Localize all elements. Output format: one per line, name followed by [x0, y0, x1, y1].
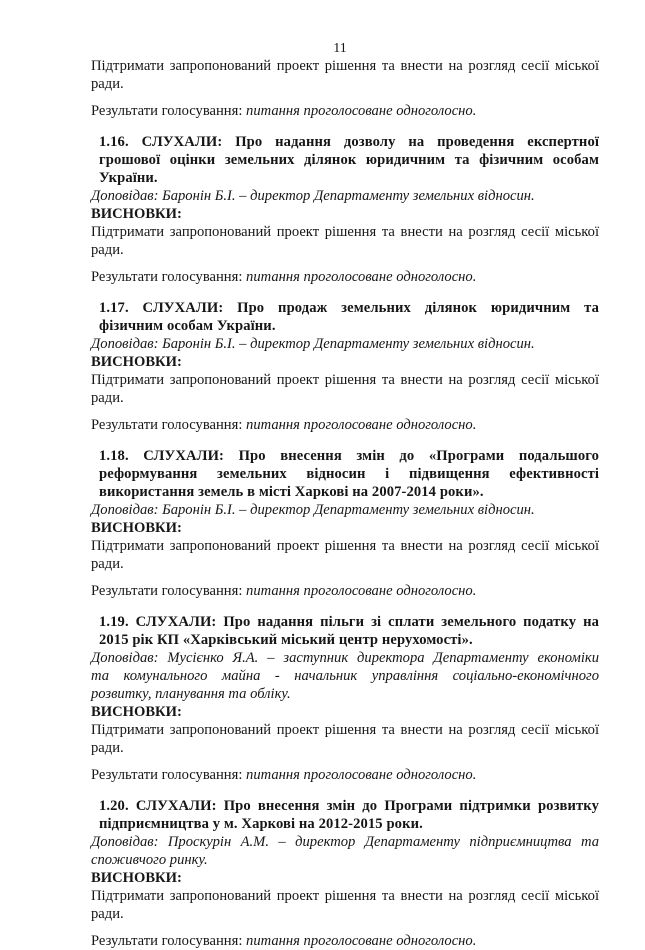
- decision-text: Підтримати запропонований проект рішення та внести на розгляд сесії міської ради.: [91, 224, 599, 258]
- conclusions-label: ВИСНОВКИ:: [91, 520, 182, 536]
- decision-text: Підтримати запропонований проект рішення та внести на розгляд сесії міської ради.: [91, 538, 599, 572]
- speaker-line: Доповідав: Баронін Б.І. – директор Департаменту земельних відносин.: [91, 502, 535, 518]
- item-heading: 1.17. СЛУХАЛИ: Про продаж земельних ділянок юридичним та фізичним особам України.: [99, 300, 599, 334]
- decision-text: Підтримати запропонований проект рішення та внести на розгляд сесії міської ради.: [91, 888, 599, 922]
- conclusions-label: ВИСНОВКИ:: [91, 354, 182, 370]
- decision-text: Підтримати запропонований проект рішення та внести на розгляд сесії міської ради.: [91, 722, 599, 756]
- item-heading: 1.18. СЛУХАЛИ: Про внесення змін до «Програми подальшого реформування земельних відносин і підвищення ефективності використання земель в місті Харкові на 2007-2014 роки».: [99, 448, 599, 500]
- vote-result: Результати голосування: питання проголосоване одноголосно.: [91, 933, 477, 949]
- vote-result: Результати голосування: питання проголосоване одноголосно.: [91, 583, 477, 599]
- decision-line: Підтримати запропонований проект рішення та внести на розгляд сесії міської: [91, 58, 599, 74]
- decision-text: [91, 57, 599, 93]
- agenda-item-1-17: [91, 299, 599, 434]
- conclusions-label: ВИСНОВКИ:: [91, 870, 182, 886]
- speaker-line: Доповідав: Мусієнко Я.А. – заступник директора Департаменту економіки та комунального майна - начальник управління соціально-економічного розвитку, планування та обліку.: [91, 650, 599, 702]
- speaker-line: Доповідав: Баронін Б.І. – директор Департаменту земельних відносин.: [91, 188, 535, 204]
- intro-block: [91, 57, 599, 120]
- vote-result: Результати голосування: питання проголосоване одноголосно.: [91, 417, 477, 433]
- agenda-item-1-19: [91, 613, 599, 784]
- item-heading: 1.19. СЛУХАЛИ: Про надання пільги зі сплати земельного податку на 2015 рік КП «Харківський міський центр нерухомості».: [99, 614, 599, 648]
- speaker-line: Доповідав: Баронін Б.І. – директор Департаменту земельних відносин.: [91, 336, 535, 352]
- item-heading: 1.20. СЛУХАЛИ: Про внесення змін до Програми підтримки розвитку підприємництва у м. Харкові на 2012-2015 роки.: [99, 798, 599, 832]
- page-number: 11: [333, 41, 347, 56]
- agenda-item-1-18: [91, 447, 599, 600]
- agenda-item-1-20: [91, 797, 599, 950]
- decision-line: ради.: [91, 76, 124, 92]
- speaker-line: Доповідав: Проскурін А.М. – директор Департаменту підприємництва та споживчого ринку.: [91, 834, 599, 868]
- agenda-item-1-16: [91, 133, 599, 286]
- item-heading: 1.16. СЛУХАЛИ: Про надання дозволу на проведення експертної грошової оцінки земельних ділянок юридичним та фізичним особам України.: [99, 134, 599, 186]
- decision-text: Підтримати запропонований проект рішення та внести на розгляд сесії міської ради.: [91, 372, 599, 406]
- vote-result: Результати голосування: питання проголосоване одноголосно.: [91, 269, 477, 285]
- document-body: [91, 57, 599, 950]
- vote-result: Результати голосування: питання проголосоване одноголосно.: [91, 767, 477, 783]
- conclusions-label: ВИСНОВКИ:: [91, 704, 182, 720]
- vote-result: Результати голосування: питання проголосоване одноголосно.: [91, 103, 477, 119]
- conclusions-label: ВИСНОВКИ:: [91, 206, 182, 222]
